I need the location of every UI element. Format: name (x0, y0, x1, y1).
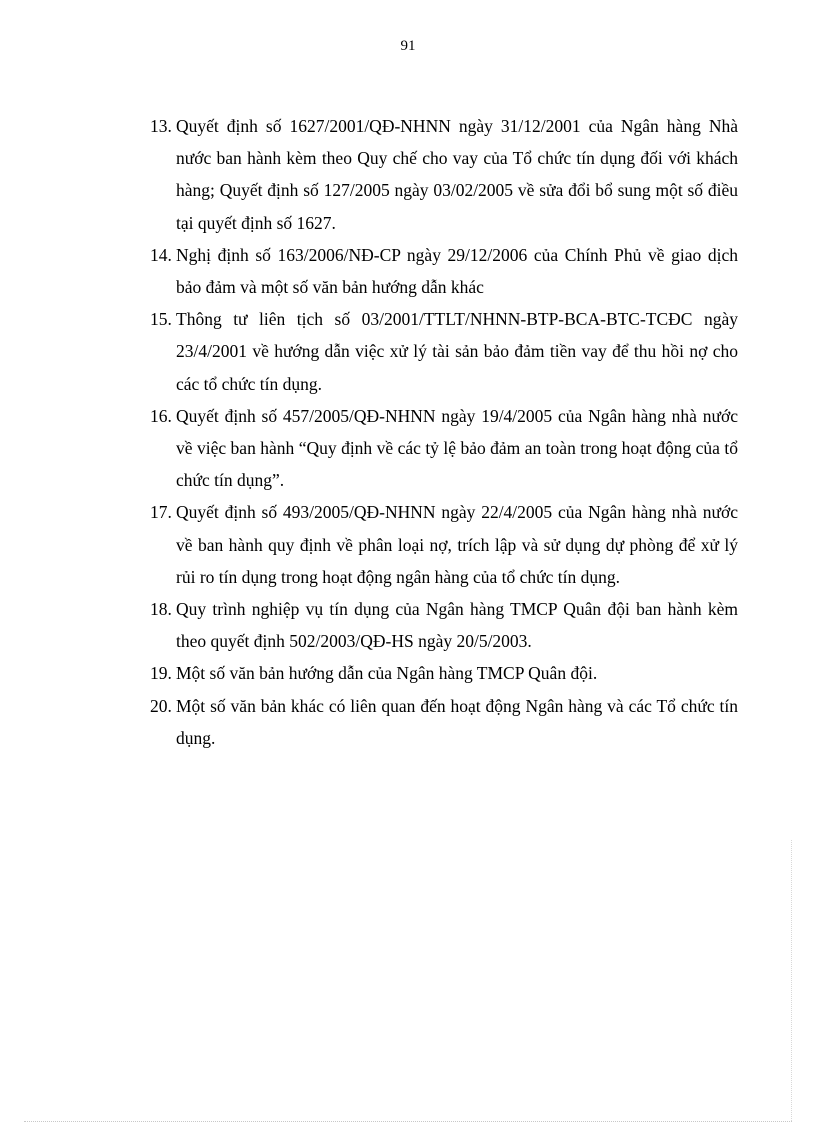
reference-item-20 (150, 690, 738, 754)
reference-text: Nghị định số 163/2006/NĐ-CP ngày 29/12/2006 của Chính Phủ về giao dịch bảo đảm và một số văn bản hướng dẫn khác (176, 244, 738, 298)
reference-text: Quy trình nghiệp vụ tín dụng của Ngân hàng TMCP Quân đội ban hành kèm theo quyết định 502/2003/QĐ-HS ngày 20/5/2003. (176, 599, 738, 652)
reference-text: Thông tư liên tịch số 03/2001/TTLT/NHNN-BTP-BCA-BTC-TCĐC ngày 23/4/2001 về hướng dẫn việc xử lý tài sản bảo đảm tiền vay để thu hồi nợ cho các tổ chức tín dụng. (176, 309, 738, 394)
page-edge-guide (791, 840, 792, 1121)
reference-text: Quyết định số 493/2005/QĐ-NHNN ngày 22/4/2005 của Ngân hàng nhà nước về ban hành quy định về phân loại nợ, trích lập và sử dụng dự phòng để xử lý rủi ro tín dụng trong hoạt động ngân hàng của tổ chức tín dụng. (176, 502, 738, 587)
page-bottom-guide (24, 1121, 792, 1122)
reference-text: Một số văn bản hướng dẫn của Ngân hàng TMCP Quân đội. (176, 663, 598, 684)
reference-number: 17. (150, 502, 172, 523)
reference-number: 16. (150, 405, 172, 426)
reference-text: Quyết định số 457/2005/QĐ-NHNN ngày 19/4/2005 của Ngân hàng nhà nước về việc ban hành “Quy định về các tỷ lệ bảo đảm an toàn trong hoạt động của tổ chức tín dụng”. (176, 405, 738, 491)
reference-number: 20. (150, 695, 172, 716)
reference-item-15 (150, 303, 738, 400)
reference-item-14 (150, 239, 738, 303)
reference-number: 13. (150, 116, 172, 136)
reference-item-17 (150, 496, 738, 593)
reference-list (150, 110, 738, 754)
reference-number: 19. (150, 663, 172, 684)
reference-item-13 (150, 110, 738, 239)
reference-item-19 (150, 657, 738, 689)
reference-number: 18. (150, 599, 172, 620)
page-number: 91 (400, 38, 416, 54)
reference-text: Một số văn bản khác có liên quan đến hoạt động Ngân hàng và các Tổ chức tín dụng. (176, 695, 738, 748)
reference-text: Quyết định số 1627/2001/QĐ-NHNN ngày 31/12/2001 của Ngân hàng Nhà nước ban hành kèm theo Quy chế cho vay của Tổ chức tín dụng đối với khách hàng; Quyết định số 127/2005 ngày 03/02/2005 về sửa đổi bổ sung một số điều tại quyết định số 1627. (176, 116, 738, 233)
reference-item-18 (150, 593, 738, 657)
reference-number: 14. (150, 244, 172, 265)
reference-number: 15. (150, 309, 172, 330)
reference-item-16 (150, 400, 738, 497)
